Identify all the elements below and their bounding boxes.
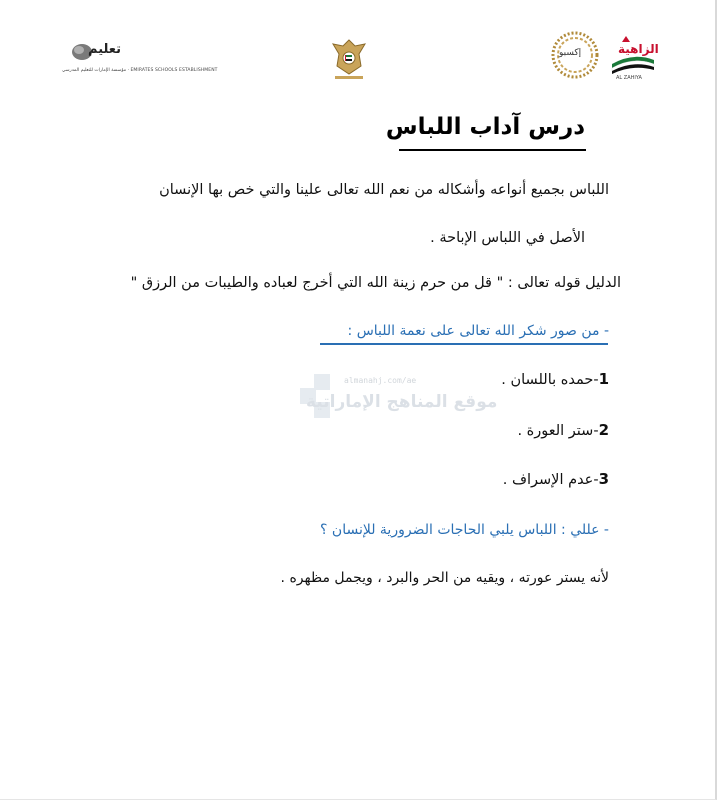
list-item: [517, 421, 609, 439]
site-watermark: [300, 374, 498, 434]
item-text: -حمده باللسان .: [501, 372, 599, 388]
zahra-logo-text: الزاهية: [618, 42, 659, 56]
zahra-logo-caption: AL ZAHIYA: [616, 75, 642, 81]
evidence-verse: الدليل قوله تعالى : " قل من حرم زينة الله التي أخرج لعباده والطيبات من الرزق ": [130, 275, 621, 291]
gratitude-heading-underline: [320, 343, 608, 345]
list-item: [503, 470, 609, 488]
list-item: [501, 370, 609, 388]
lesson-title: درس آداب اللباس: [385, 114, 585, 140]
watermark-text: موقع المناهج الإماراتية: [306, 392, 498, 412]
item-number: 3: [598, 470, 609, 488]
rule-paragraph: الأصل في اللباس الإباحة .: [430, 230, 585, 246]
item-text: -عدم الإسراف .: [502, 472, 599, 488]
item-number: 2: [598, 421, 609, 439]
watermark-square: [314, 374, 330, 390]
moe-logo-text: تعليم: [88, 42, 122, 57]
title-underline: [399, 149, 586, 151]
question-answer: لأنه يستر عورته ، ويقيه من الحر والبرد ، ويجمل مظهره .: [280, 570, 609, 586]
gratitude-heading: - من صور شكر الله تعالى على نعمة اللباس :: [347, 323, 609, 339]
moe-logo-caption: مؤسسة الإمارات للتعليم المدرسي · EMIRATES SCHOOLS ESTABLISHMENT: [62, 68, 218, 73]
item-text: -ستر العورة .: [517, 423, 599, 439]
reasoning-question: - عللي : اللباس يلبي الحاجات الضرورية للإنسان ؟: [320, 522, 609, 538]
ring-logo-text: إكسبو: [559, 48, 582, 58]
item-number: 1: [598, 370, 609, 388]
intro-paragraph: اللباس بجميع أنواعه وأشكاله من نعم الله تعالى علينا والتي خص بها الإنسان: [159, 182, 609, 198]
watermark-url: almanahj.com/ae: [344, 376, 417, 385]
